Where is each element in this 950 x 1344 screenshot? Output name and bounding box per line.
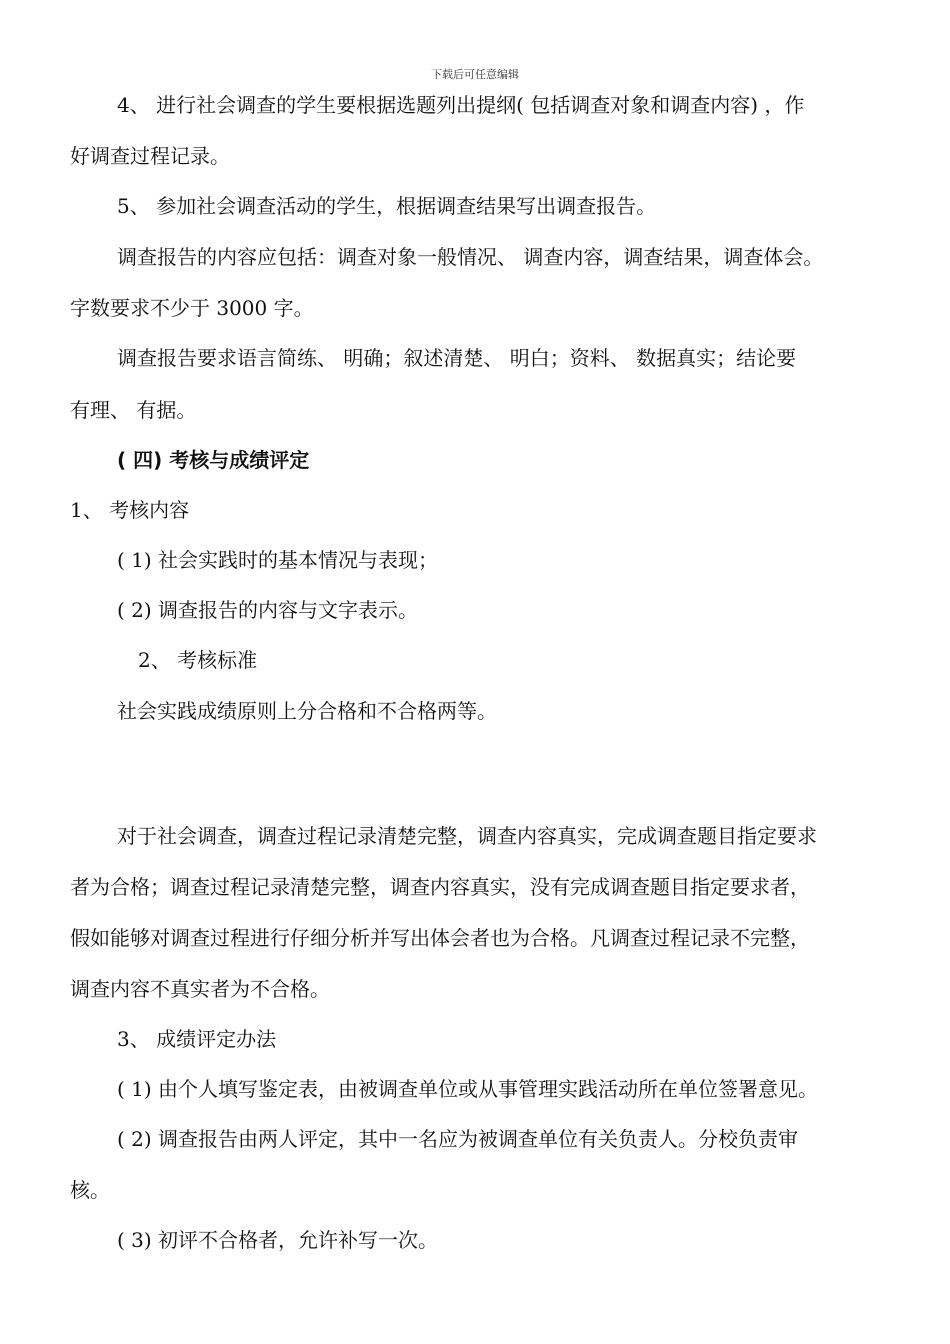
page-header-note: 下载后可任意编辑 [431, 68, 519, 81]
section-heading: ( 四) 考核与成绩评定 [117, 448, 310, 472]
report-requirements-text: 调查报告要求语言简练、 明确；叙述清楚、 明白；资料、 数据真实；结论要 [117, 346, 797, 370]
item-5-text: 5、 参加社会调查活动的学生，根据调查结果写出调查报告。 [117, 194, 657, 218]
assessment-item-2: ( 2) 调查报告的内容与文字表示。 [117, 598, 419, 622]
report-word-count: 字数要求不少于 3000 字。 [70, 296, 314, 320]
grading-method-heading: 3、 成绩评定办法 [117, 1027, 277, 1051]
assessment-standard-heading: 2、 考核标准 [138, 648, 258, 672]
report-requirements-continuation: 有理、 有据。 [70, 398, 197, 422]
grading-method-item-2: ( 2) 调查报告由两人评定，其中一名应为被调查单位有关负责人。分校负责审 [117, 1127, 799, 1151]
assessment-item-1: ( 1) 社会实践时的基本情况与表现； [117, 548, 439, 572]
item-4-text: 4、 进行社会调查的学生要根据选题列出提纲( 包括调查对象和调查内容) ，作 [117, 93, 805, 117]
pass-criteria-line-1: 对于社会调查，调查过程记录清楚完整，调查内容真实，完成调查题目指定要求 [117, 824, 817, 848]
pass-criteria-line-2: 者为合格；调查过程记录清楚完整，调查内容真实，没有完成调查题目指定要求者， [70, 875, 810, 899]
pass-criteria-line-4: 调查内容不真实者为不合格。 [70, 977, 330, 1001]
grading-method-item-3: ( 3) 初评不合格者，允许补写一次。 [117, 1228, 439, 1252]
pass-criteria-line-3: 假如能够对调查过程进行仔细分析并写出体会者也为合格。凡调查过程记录不完整， [70, 926, 810, 950]
item-4-continuation: 好调查过程记录。 [70, 144, 230, 168]
report-content-text: 调查报告的内容应包括：调查对象一般情况、 调查内容，调查结果，调查体会。 [117, 245, 824, 269]
grading-method-item-2-continuation: 核。 [70, 1178, 110, 1202]
grading-principle-text: 社会实践成绩原则上分合格和不合格两等。 [117, 699, 497, 723]
assessment-content-heading: 1、 考核内容 [70, 498, 190, 522]
grading-method-item-1: ( 1) 由个人填写鉴定表，由被调查单位或从事管理实践活动所在单位签署意见。 [117, 1077, 819, 1101]
